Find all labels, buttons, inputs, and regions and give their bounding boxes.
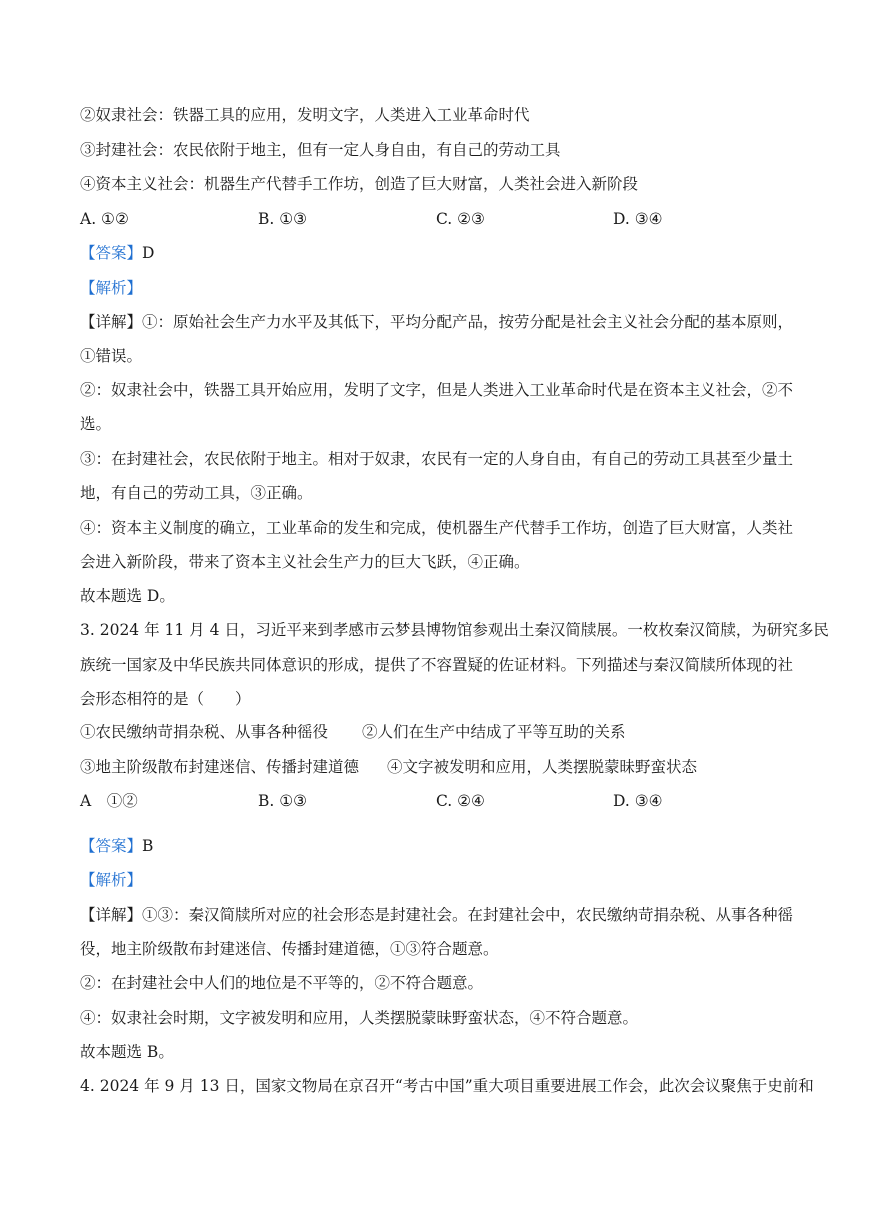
q2-option-2: ②奴隶社会：铁器工具的应用，发明文字，人类进入工业革命时代: [80, 106, 530, 124]
q3-answer: [80, 836, 800, 856]
q3-conclusion: 故本题选 B。: [80, 1043, 174, 1061]
q2-choice-c: C. ②③: [436, 210, 485, 228]
q3-choice-a: A ①②: [80, 792, 138, 810]
answer-label: 【答案】: [80, 244, 143, 262]
q2-detail-3b: 地，有自己的劳动工具，③正确。: [80, 484, 313, 502]
q3-stem-3: 会形态相符的是（ ）: [80, 690, 251, 708]
q2-choice-d: D. ③④: [613, 210, 663, 228]
q3-option-2: ②人们在生产中结成了平等互助的关系: [362, 723, 626, 741]
analysis-label: 【解析】: [80, 871, 143, 889]
q3-stem-2: 族统一国家及中华民族共同体意识的形成，提供了不容置疑的佐证材料。下列描述与秦汉简牍所体现的社: [80, 656, 794, 674]
q2-detail-4b: 会进入新阶段，带来了资本主义社会生产力的巨大飞跃，④正确。: [80, 553, 530, 571]
q3-option-3: ③地主阶级散布封建迷信、传播封建道德: [80, 758, 360, 776]
q2-choices: [80, 209, 800, 229]
q3-choices: [80, 791, 800, 811]
q3-stem-1: 3. 2024 年 11 月 4 日，习近平来到孝感市云梦县博物馆参观出土秦汉简牍展。一枚枚秦汉简牍，为研究多民: [80, 621, 829, 639]
q2-choice-a: A. ①②: [80, 210, 129, 228]
q2-detail-1: [80, 312, 800, 332]
analysis-label: 【解析】: [80, 279, 143, 297]
q2-detail-1-text: ①：原始社会生产力水平及其低下，平均分配产品，按劳分配是社会主义社会分配的基本原则，: [142, 313, 794, 331]
q2-option-4: ④资本主义社会：机器生产代替手工作坊，创造了巨大财富，人类社会进入新阶段: [80, 175, 639, 193]
q2-answer: [80, 243, 800, 263]
detail-label: 【详解】: [80, 906, 143, 924]
q3-detail-1b: 役，地主阶级散布封建迷信、传播封建道德，①③符合题意。: [80, 940, 499, 958]
q4-stem-1: 4. 2024 年 9 月 13 日，国家文物局在京召开“考古中国”重大项目重要进展工作会，此次会议聚焦于史前和: [80, 1077, 814, 1095]
q3-options-row-1: [80, 722, 800, 742]
q3-options-row-2: [80, 757, 800, 777]
q2-detail-2: ②：奴隶社会中，铁器工具开始应用，发明了文字，但是人类进入工业革命时代是在资本主义社会，②不: [80, 381, 794, 399]
q3-choice-b: B. ①③: [258, 792, 308, 810]
q2-option-3: ③封建社会：农民依附于地主，但有一定人身自由，有自己的劳动工具: [80, 141, 561, 159]
detail-label: 【详解】: [80, 313, 143, 331]
q3-answer-value: B: [142, 837, 154, 855]
q3-detail-3: ④：奴隶社会时期，文字被发明和应用，人类摆脱蒙昧野蛮状态，④不符合题意。: [80, 1009, 639, 1027]
q3-choice-c: C. ②④: [436, 792, 485, 810]
q3-detail-1-text: ①③：秦汉简牍所对应的社会形态是封建社会。在封建社会中，农民缴纳苛捐杂税、从事各种徭: [142, 906, 794, 924]
q2-detail-4: ④：资本主义制度的确立，工业革命的发生和完成，使机器生产代替手工作坊，创造了巨大财富，人类社: [80, 519, 794, 537]
answer-label: 【答案】: [80, 837, 143, 855]
q2-answer-value: D: [142, 244, 155, 262]
q3-option-1: ①农民缴纳苛捐杂税、从事各种徭役: [80, 723, 329, 741]
q3-option-4: ④文字被发明和应用，人类摆脱蒙昧野蛮状态: [387, 758, 698, 776]
q3-detail-1: [80, 905, 800, 925]
q2-analysis: [80, 278, 800, 298]
q3-detail-2: ②：在封建社会中人们的地位是不平等的，②不符合题意。: [80, 974, 484, 992]
q3-choice-d: D. ③④: [613, 792, 663, 810]
q2-detail-3: ③：在封建社会，农民依附于地主。相对于奴隶，农民有一定的人身自由，有自己的劳动工具甚至少量土: [80, 450, 794, 468]
q2-detail-1b: ①错误。: [80, 347, 143, 365]
q2-conclusion: 故本题选 D。: [80, 587, 175, 605]
q2-choice-b: B. ①③: [258, 210, 308, 228]
q2-detail-2b: 选。: [80, 415, 112, 433]
q3-analysis: [80, 870, 800, 890]
